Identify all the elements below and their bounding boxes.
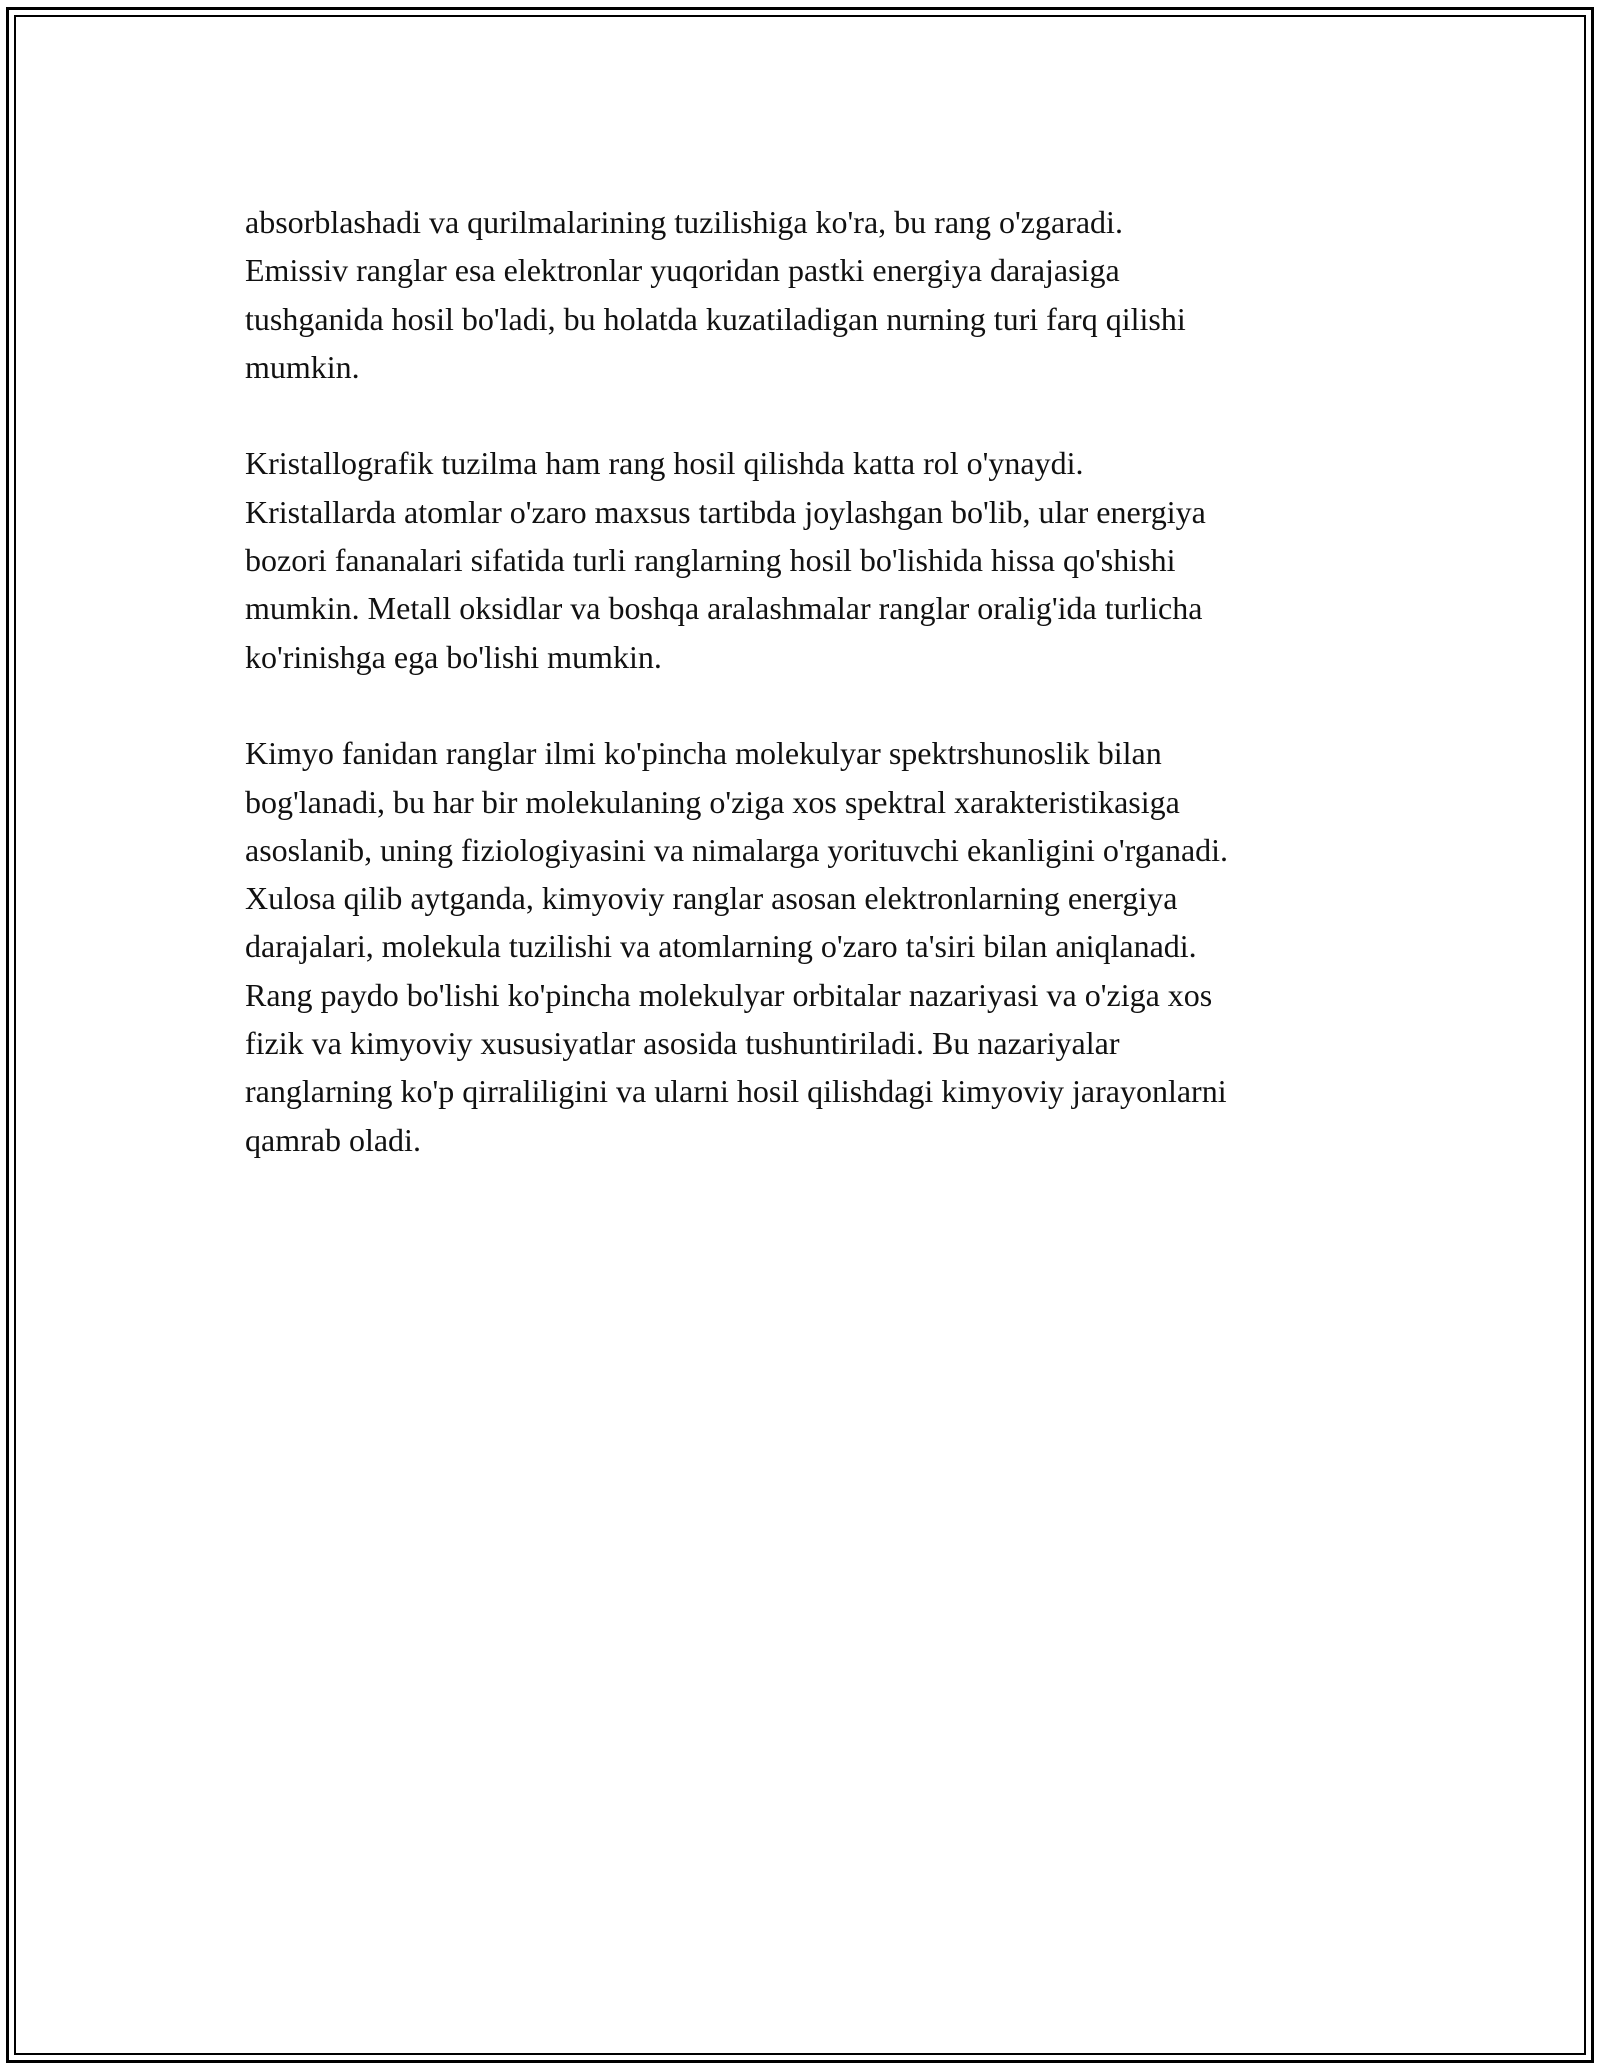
text-line: Kristallarda atomlar o'zaro maxsus tartibda joylashgan bo'lib, ular energiya <box>245 493 1206 530</box>
text-line: mumkin. Metall oksidlar va boshqa aralashmalar ranglar oralig'ida turlicha <box>245 590 1203 627</box>
text-line: asoslanib, uning fiziologiyasini va nimalarga yorituvchi ekanligini o'rganadi. <box>245 831 1229 868</box>
paragraph-2 <box>245 439 1405 680</box>
text-line: mumkin. <box>245 348 360 385</box>
text-line: Rang paydo bo'lishi ko'pincha molekulyar orbitalar nazariyasi va o'ziga xos <box>245 976 1213 1013</box>
text-line: Xulosa qilib aytganda, kimyoviy ranglar asosan elektronlarning energiya <box>245 880 1178 917</box>
text-line: ko'rinishga ega bo'lishi mumkin. <box>245 638 662 675</box>
text-line: ranglarning ko'p qirraliligini va ularni hosil qilishdagi kimyoviy jarayonlarni <box>245 1073 1227 1110</box>
text-line: bozori fananalari sifatida turli ranglarning hosil bo'lishida hissa qo'shishi <box>245 542 1176 579</box>
text-line: fizik va kimyoviy xususiyatlar asosida tushuntiriladi. Bu nazariyalar <box>245 1025 1120 1062</box>
text-line: Kimyo fanidan ranglar ilmi ko'pincha molekulyar spektrshunoslik bilan <box>245 735 1162 772</box>
text-line: tushganida hosil bo'ladi, bu holatda kuzatiladigan nurning turi farq qilishi <box>245 300 1186 337</box>
paragraph-1 <box>245 198 1405 391</box>
text-line: qamrab oladi. <box>245 1121 421 1158</box>
document-body <box>245 198 1405 1212</box>
paragraph-3 <box>245 729 1405 1164</box>
text-line: Emissiv ranglar esa elektronlar yuqoridan pastki energiya darajasiga <box>245 252 1120 289</box>
text-line: bog'lanadi, bu har bir molekulaning o'ziga xos spektral xarakteristikasiga <box>245 783 1180 820</box>
text-line: Kristallografik tuzilma ham rang hosil qilishda katta rol o'ynaydi. <box>245 445 1084 482</box>
text-line: absorblashadi va qurilmalarining tuzilishiga ko'ra, bu rang o'zgaradi. <box>245 204 1123 240</box>
page-border <box>6 7 1594 2063</box>
text-line: darajalari, molekula tuzilishi va atomlarning o'zaro ta'siri bilan aniqlanadi. <box>245 928 1197 965</box>
